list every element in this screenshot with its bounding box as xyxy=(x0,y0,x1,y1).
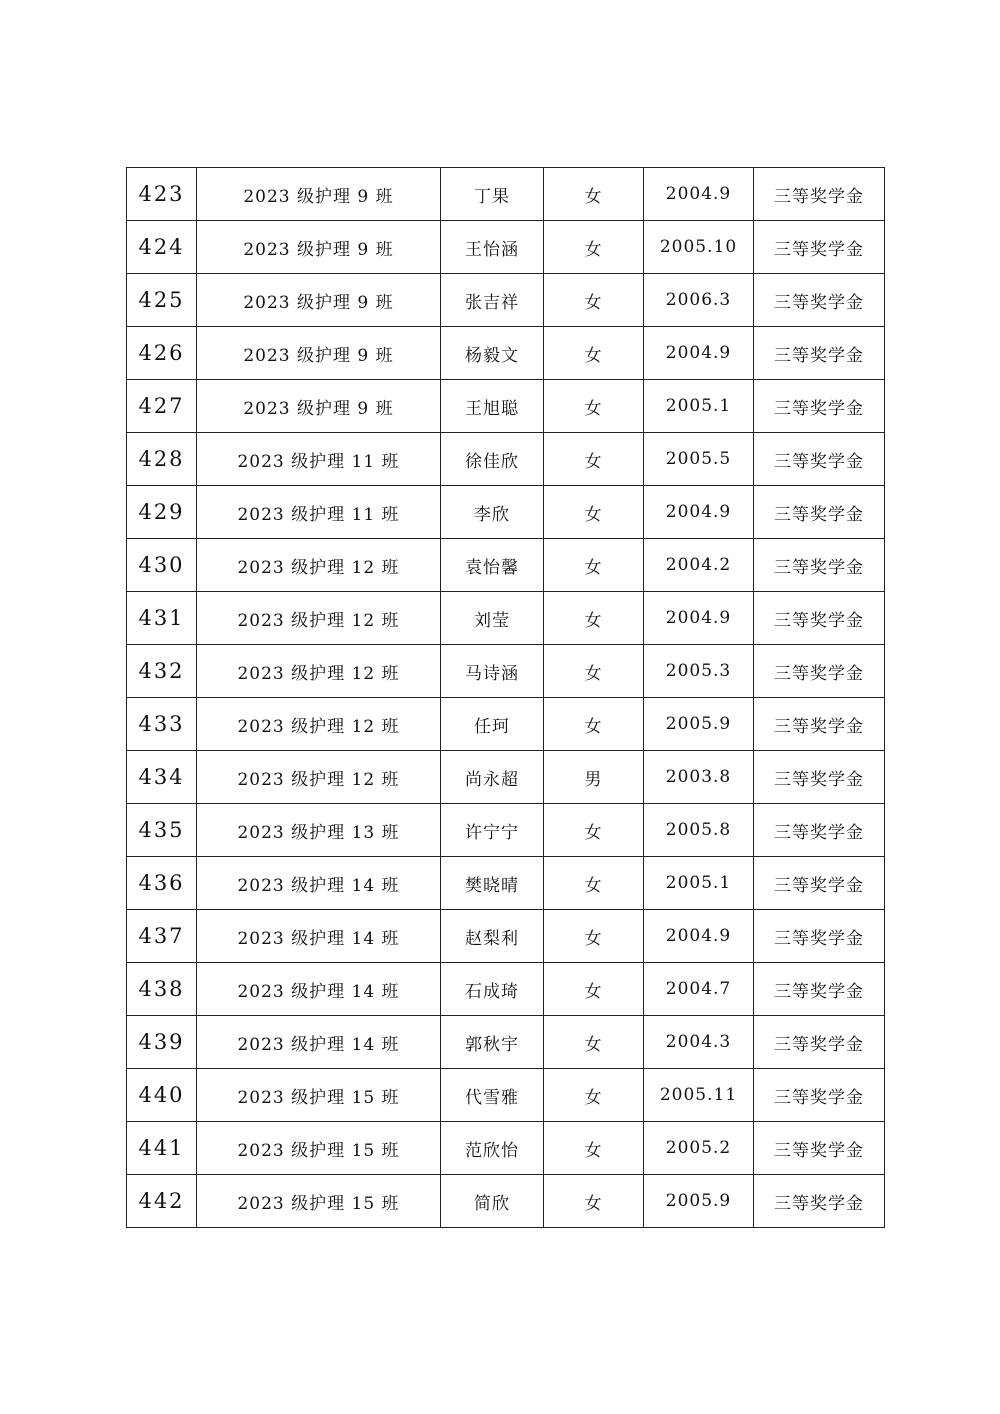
birth-date-cell: 2006.3 xyxy=(644,274,754,327)
student-name-cell: 简欣 xyxy=(441,1175,544,1228)
gender-cell: 男 xyxy=(544,751,644,804)
student-name-cell: 石成琦 xyxy=(441,963,544,1016)
row-number-cell: 426 xyxy=(127,327,197,380)
table-row xyxy=(127,221,885,274)
class-cell: 2023 级护理 15 班 xyxy=(197,1069,441,1122)
row-number-cell: 430 xyxy=(127,539,197,592)
student-name-cell: 尚永超 xyxy=(441,751,544,804)
award-cell: 三等奖学金 xyxy=(754,698,885,751)
row-number-cell: 425 xyxy=(127,274,197,327)
gender-cell: 女 xyxy=(544,486,644,539)
gender-cell: 女 xyxy=(544,963,644,1016)
table-row xyxy=(127,592,885,645)
award-cell: 三等奖学金 xyxy=(754,857,885,910)
class-cell: 2023 级护理 9 班 xyxy=(197,221,441,274)
birth-date-cell: 2004.7 xyxy=(644,963,754,1016)
student-name-cell: 王怡涵 xyxy=(441,221,544,274)
award-cell: 三等奖学金 xyxy=(754,1175,885,1228)
gender-cell: 女 xyxy=(544,274,644,327)
student-name-cell: 李欣 xyxy=(441,486,544,539)
birth-date-cell: 2005.1 xyxy=(644,380,754,433)
gender-cell: 女 xyxy=(544,910,644,963)
gender-cell: 女 xyxy=(544,1122,644,1175)
row-number-cell: 434 xyxy=(127,751,197,804)
gender-cell: 女 xyxy=(544,857,644,910)
row-number-cell: 433 xyxy=(127,698,197,751)
class-cell: 2023 级护理 12 班 xyxy=(197,645,441,698)
row-number-cell: 424 xyxy=(127,221,197,274)
student-name-cell: 杨毅文 xyxy=(441,327,544,380)
gender-cell: 女 xyxy=(544,168,644,221)
row-number-cell: 428 xyxy=(127,433,197,486)
table-row xyxy=(127,963,885,1016)
class-cell: 2023 级护理 12 班 xyxy=(197,751,441,804)
table-row xyxy=(127,274,885,327)
student-name-cell: 刘莹 xyxy=(441,592,544,645)
gender-cell: 女 xyxy=(544,592,644,645)
table-row xyxy=(127,1069,885,1122)
gender-cell: 女 xyxy=(544,1016,644,1069)
table-row xyxy=(127,380,885,433)
award-cell: 三等奖学金 xyxy=(754,221,885,274)
table-row xyxy=(127,698,885,751)
table-row xyxy=(127,751,885,804)
gender-cell: 女 xyxy=(544,698,644,751)
table-row xyxy=(127,168,885,221)
birth-date-cell: 2005.9 xyxy=(644,698,754,751)
award-cell: 三等奖学金 xyxy=(754,168,885,221)
row-number-cell: 427 xyxy=(127,380,197,433)
table-row xyxy=(127,804,885,857)
table-body xyxy=(127,168,885,1228)
award-cell: 三等奖学金 xyxy=(754,1069,885,1122)
class-cell: 2023 级护理 14 班 xyxy=(197,857,441,910)
table-row xyxy=(127,910,885,963)
table-row xyxy=(127,433,885,486)
class-cell: 2023 级护理 9 班 xyxy=(197,380,441,433)
gender-cell: 女 xyxy=(544,221,644,274)
gender-cell: 女 xyxy=(544,1175,644,1228)
birth-date-cell: 2004.3 xyxy=(644,1016,754,1069)
table-row xyxy=(127,486,885,539)
gender-cell: 女 xyxy=(544,433,644,486)
student-name-cell: 袁怡馨 xyxy=(441,539,544,592)
student-name-cell: 丁果 xyxy=(441,168,544,221)
birth-date-cell: 2005.5 xyxy=(644,433,754,486)
birth-date-cell: 2005.9 xyxy=(644,1175,754,1228)
birth-date-cell: 2005.1 xyxy=(644,857,754,910)
birth-date-cell: 2005.3 xyxy=(644,645,754,698)
birth-date-cell: 2004.9 xyxy=(644,327,754,380)
award-cell: 三等奖学金 xyxy=(754,274,885,327)
gender-cell: 女 xyxy=(544,1069,644,1122)
award-cell: 三等奖学金 xyxy=(754,910,885,963)
class-cell: 2023 级护理 11 班 xyxy=(197,433,441,486)
table-row xyxy=(127,1122,885,1175)
class-cell: 2023 级护理 9 班 xyxy=(197,327,441,380)
class-cell: 2023 级护理 12 班 xyxy=(197,698,441,751)
gender-cell: 女 xyxy=(544,380,644,433)
birth-date-cell: 2005.8 xyxy=(644,804,754,857)
award-cell: 三等奖学金 xyxy=(754,327,885,380)
student-name-cell: 赵梨利 xyxy=(441,910,544,963)
class-cell: 2023 级护理 11 班 xyxy=(197,486,441,539)
table-row xyxy=(127,645,885,698)
row-number-cell: 436 xyxy=(127,857,197,910)
award-cell: 三等奖学金 xyxy=(754,751,885,804)
gender-cell: 女 xyxy=(544,327,644,380)
class-cell: 2023 级护理 15 班 xyxy=(197,1122,441,1175)
award-cell: 三等奖学金 xyxy=(754,804,885,857)
class-cell: 2023 级护理 15 班 xyxy=(197,1175,441,1228)
class-cell: 2023 级护理 14 班 xyxy=(197,1016,441,1069)
row-number-cell: 435 xyxy=(127,804,197,857)
table-row xyxy=(127,539,885,592)
class-cell: 2023 级护理 14 班 xyxy=(197,963,441,1016)
row-number-cell: 423 xyxy=(127,168,197,221)
birth-date-cell: 2004.9 xyxy=(644,910,754,963)
award-cell: 三等奖学金 xyxy=(754,1122,885,1175)
award-cell: 三等奖学金 xyxy=(754,380,885,433)
row-number-cell: 429 xyxy=(127,486,197,539)
award-cell: 三等奖学金 xyxy=(754,539,885,592)
scholarship-table xyxy=(126,167,885,1228)
student-name-cell: 范欣怡 xyxy=(441,1122,544,1175)
award-cell: 三等奖学金 xyxy=(754,592,885,645)
row-number-cell: 431 xyxy=(127,592,197,645)
student-name-cell: 张吉祥 xyxy=(441,274,544,327)
row-number-cell: 432 xyxy=(127,645,197,698)
table-row xyxy=(127,327,885,380)
award-cell: 三等奖学金 xyxy=(754,486,885,539)
birth-date-cell: 2004.9 xyxy=(644,592,754,645)
birth-date-cell: 2005.11 xyxy=(644,1069,754,1122)
table-row xyxy=(127,857,885,910)
row-number-cell: 440 xyxy=(127,1069,197,1122)
birth-date-cell: 2003.8 xyxy=(644,751,754,804)
class-cell: 2023 级护理 9 班 xyxy=(197,274,441,327)
table-row xyxy=(127,1016,885,1069)
student-name-cell: 马诗涵 xyxy=(441,645,544,698)
class-cell: 2023 级护理 12 班 xyxy=(197,592,441,645)
gender-cell: 女 xyxy=(544,804,644,857)
student-name-cell: 樊晓晴 xyxy=(441,857,544,910)
award-cell: 三等奖学金 xyxy=(754,963,885,1016)
class-cell: 2023 级护理 14 班 xyxy=(197,910,441,963)
award-cell: 三等奖学金 xyxy=(754,645,885,698)
gender-cell: 女 xyxy=(544,539,644,592)
award-cell: 三等奖学金 xyxy=(754,1016,885,1069)
row-number-cell: 438 xyxy=(127,963,197,1016)
row-number-cell: 437 xyxy=(127,910,197,963)
birth-date-cell: 2004.2 xyxy=(644,539,754,592)
row-number-cell: 441 xyxy=(127,1122,197,1175)
table-row xyxy=(127,1175,885,1228)
birth-date-cell: 2005.10 xyxy=(644,221,754,274)
birth-date-cell: 2004.9 xyxy=(644,486,754,539)
row-number-cell: 442 xyxy=(127,1175,197,1228)
student-name-cell: 郭秋宇 xyxy=(441,1016,544,1069)
class-cell: 2023 级护理 12 班 xyxy=(197,539,441,592)
class-cell: 2023 级护理 13 班 xyxy=(197,804,441,857)
student-name-cell: 许宁宁 xyxy=(441,804,544,857)
row-number-cell: 439 xyxy=(127,1016,197,1069)
student-name-cell: 徐佳欣 xyxy=(441,433,544,486)
gender-cell: 女 xyxy=(544,645,644,698)
class-cell: 2023 级护理 9 班 xyxy=(197,168,441,221)
birth-date-cell: 2004.9 xyxy=(644,168,754,221)
student-name-cell: 任珂 xyxy=(441,698,544,751)
student-name-cell: 代雪雅 xyxy=(441,1069,544,1122)
award-cell: 三等奖学金 xyxy=(754,433,885,486)
student-name-cell: 王旭聪 xyxy=(441,380,544,433)
birth-date-cell: 2005.2 xyxy=(644,1122,754,1175)
